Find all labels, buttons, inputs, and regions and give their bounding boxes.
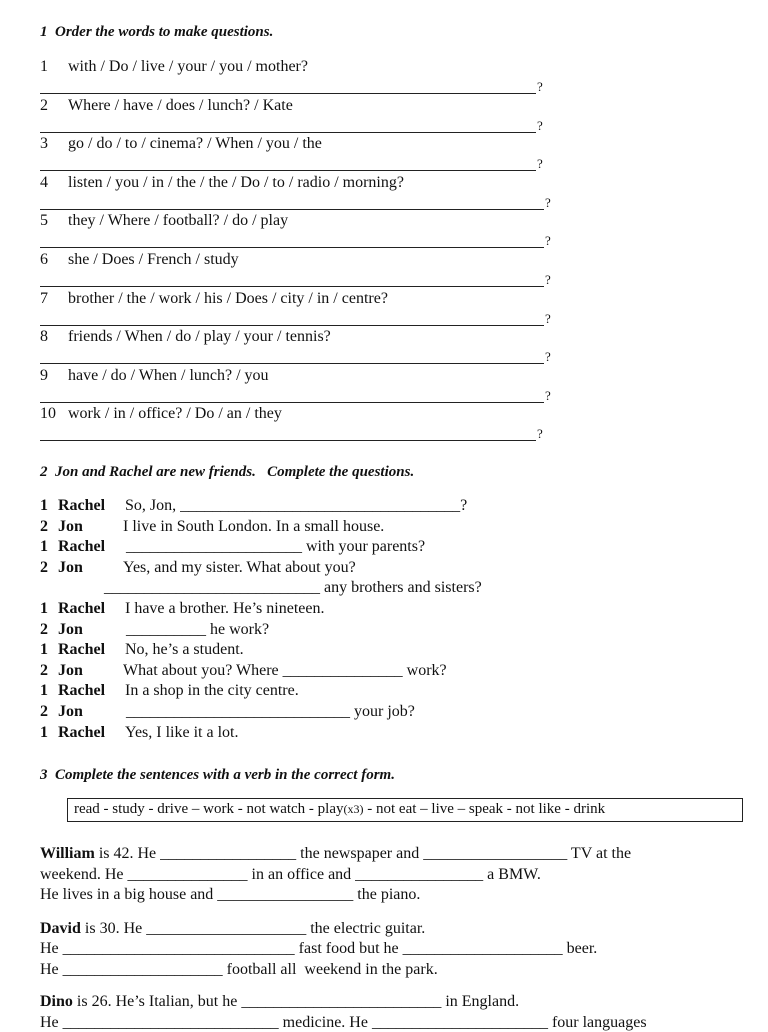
dialogue-text: Yes, I like it a lot. (125, 723, 239, 741)
question-words: they / Where / football? / do / play (68, 212, 289, 230)
david-line-1 (40, 920, 425, 938)
verb-list (74, 801, 605, 818)
section1-heading: 1 Order the words to make questions. (40, 24, 274, 40)
question-mark: ? (545, 233, 551, 249)
question-number: 8 (40, 328, 48, 346)
question-5 (40, 212, 288, 230)
dialogue-number: 2 (40, 661, 48, 679)
dialogue-number: 2 (40, 620, 48, 638)
dialogue-text: What about you? Where _______________ work? (123, 661, 447, 679)
dialogue-text: I have a brother. He’s nineteen. (125, 600, 325, 617)
question-mark: ? (537, 156, 543, 172)
question-mark: ? (545, 194, 551, 210)
question-words: with / Do / live / your / you / mother? (68, 58, 308, 75)
dialogue-text: ____________________________ your job? (126, 703, 415, 720)
section3-heading: 3 Complete the sentences with a verb in the correct form. (40, 767, 395, 783)
answer-line-2[interactable] (40, 132, 536, 133)
david-line-2: He _____________________________ fast food but he ____________________ beer. (40, 940, 598, 957)
dialogue-speaker: Jon (58, 558, 83, 576)
dialogue-number: 2 (40, 558, 48, 576)
question-6 (40, 251, 239, 269)
dialogue-number: 1 (40, 497, 48, 514)
question-number: 4 (40, 173, 48, 191)
answer-line-3[interactable] (40, 170, 536, 171)
section2-heading: 2 Jon and Rachel are new friends. Complete the questions. (40, 464, 415, 480)
william-text-1: is 42. He _________________ the newspaper and __________________ TV at the (94, 845, 632, 862)
question-mark: ? (545, 349, 551, 365)
question-7 (40, 290, 388, 308)
verb-list-main: read - study - drive – work - not watch - play (74, 801, 344, 817)
dialogue-text: Yes, and my sister. What about you? (123, 558, 356, 576)
william-line-2: weekend. He _______________ in an office and ________________ a BMW. (40, 866, 541, 883)
question-mark: ? (545, 387, 551, 403)
question-number: 10 (40, 405, 56, 423)
william-name: William (40, 845, 95, 862)
david-name: David (40, 920, 81, 937)
question-number: 7 (40, 289, 48, 307)
question-number: 9 (40, 366, 48, 384)
question-3 (40, 135, 322, 153)
answer-line-5[interactable] (40, 247, 544, 248)
question-number: 5 (40, 212, 48, 230)
question-mark: ? (537, 79, 543, 94)
question-words: work / in / office? / Do / an / they (68, 405, 282, 423)
dialogue-number: 1 (40, 600, 48, 617)
question-2 (40, 97, 293, 115)
dialogue-text: I live in South London. In a small house. (123, 517, 385, 535)
dialogue-speaker: Rachel (58, 600, 106, 617)
answer-line-1[interactable] (40, 93, 536, 94)
question-words: have / do / When / lunch? / you (68, 366, 269, 384)
dialogue-speaker: Rachel (58, 682, 106, 700)
answer-line-4[interactable] (40, 209, 544, 210)
william-line-1 (40, 845, 631, 863)
question-words: she / Does / French / study (68, 251, 239, 268)
dialogue-number: 1 (40, 682, 48, 700)
question-9 (40, 367, 269, 385)
dialogue-speaker: Rachel (58, 497, 106, 514)
question-number: 3 (40, 135, 48, 153)
answer-line-8[interactable] (40, 363, 544, 364)
question-words: friends / When / do / play / your / tennis? (68, 328, 331, 346)
question-words: Where / have / does / lunch? / Kate (68, 96, 293, 114)
question-mark: ? (537, 117, 543, 133)
dialogue-speaker: Rachel (58, 538, 106, 556)
verb-list-rest: - not eat – live – speak - not like - drink (363, 801, 606, 817)
dialogue-text: ______________________ with your parents? (126, 538, 426, 556)
dialogue-text: So, Jon, ___________________________________? (125, 497, 468, 514)
question-10 (40, 405, 282, 423)
dino-text-1: is 26. He’s Italian, but he _________________________ in England. (72, 993, 520, 1010)
answer-line-9[interactable] (40, 402, 544, 403)
dialogue-number: 1 (40, 723, 48, 741)
dialogue-text: __________ he work? (126, 620, 270, 638)
question-mark: ? (545, 310, 551, 326)
dialogue-number: 2 (40, 703, 48, 720)
question-words: go / do / to / cinema? / When / you / the (68, 135, 322, 153)
dialogue-speaker: Jon (58, 703, 83, 720)
william-line-3: He lives in a big house and _________________ the piano. (40, 886, 421, 903)
answer-line-6[interactable] (40, 286, 544, 287)
dialogue-number: 2 (40, 517, 48, 535)
question-words: listen / you / in / the / the / Do / to / radio / morning? (68, 173, 404, 191)
dialogue-number: 1 (40, 538, 48, 556)
verb-list-x3: (x3) (343, 802, 364, 816)
dino-name: Dino (40, 993, 73, 1010)
david-line-3: He ____________________ football all weekend in the park. (40, 961, 438, 978)
answer-line-7[interactable] (40, 325, 544, 326)
question-mark: ? (537, 426, 543, 442)
dino-line-1 (40, 993, 519, 1011)
dino-line-2: He ___________________________ medicine. He ______________________ four languages (40, 1014, 647, 1031)
dialogue-speaker: Jon (58, 620, 83, 638)
dialogue-number: 1 (40, 641, 48, 659)
dialogue-speaker: Jon (58, 517, 83, 535)
question-words: brother / the / work / his / Does / city / in / centre? (68, 289, 388, 307)
dialogue-text: No, he’s a student. (125, 641, 244, 659)
question-number: 1 (40, 58, 48, 75)
question-number: 6 (40, 251, 48, 268)
question-mark: ? (545, 272, 551, 287)
answer-line-10[interactable] (40, 440, 536, 441)
dialogue-speaker: Rachel (58, 641, 106, 659)
question-1 (40, 58, 308, 76)
dialogue-speaker: Jon (58, 661, 83, 679)
dialogue-speaker: Rachel (58, 723, 106, 741)
dialogue-text: In a shop in the city centre. (125, 682, 299, 700)
dialogue-text: ___________________________ any brothers and sisters? (104, 579, 482, 597)
question-4 (40, 174, 404, 192)
question-8 (40, 328, 331, 346)
question-number: 2 (40, 96, 48, 114)
david-text-1: is 30. He ____________________ the electric guitar. (80, 920, 426, 937)
verb-box (67, 798, 743, 822)
